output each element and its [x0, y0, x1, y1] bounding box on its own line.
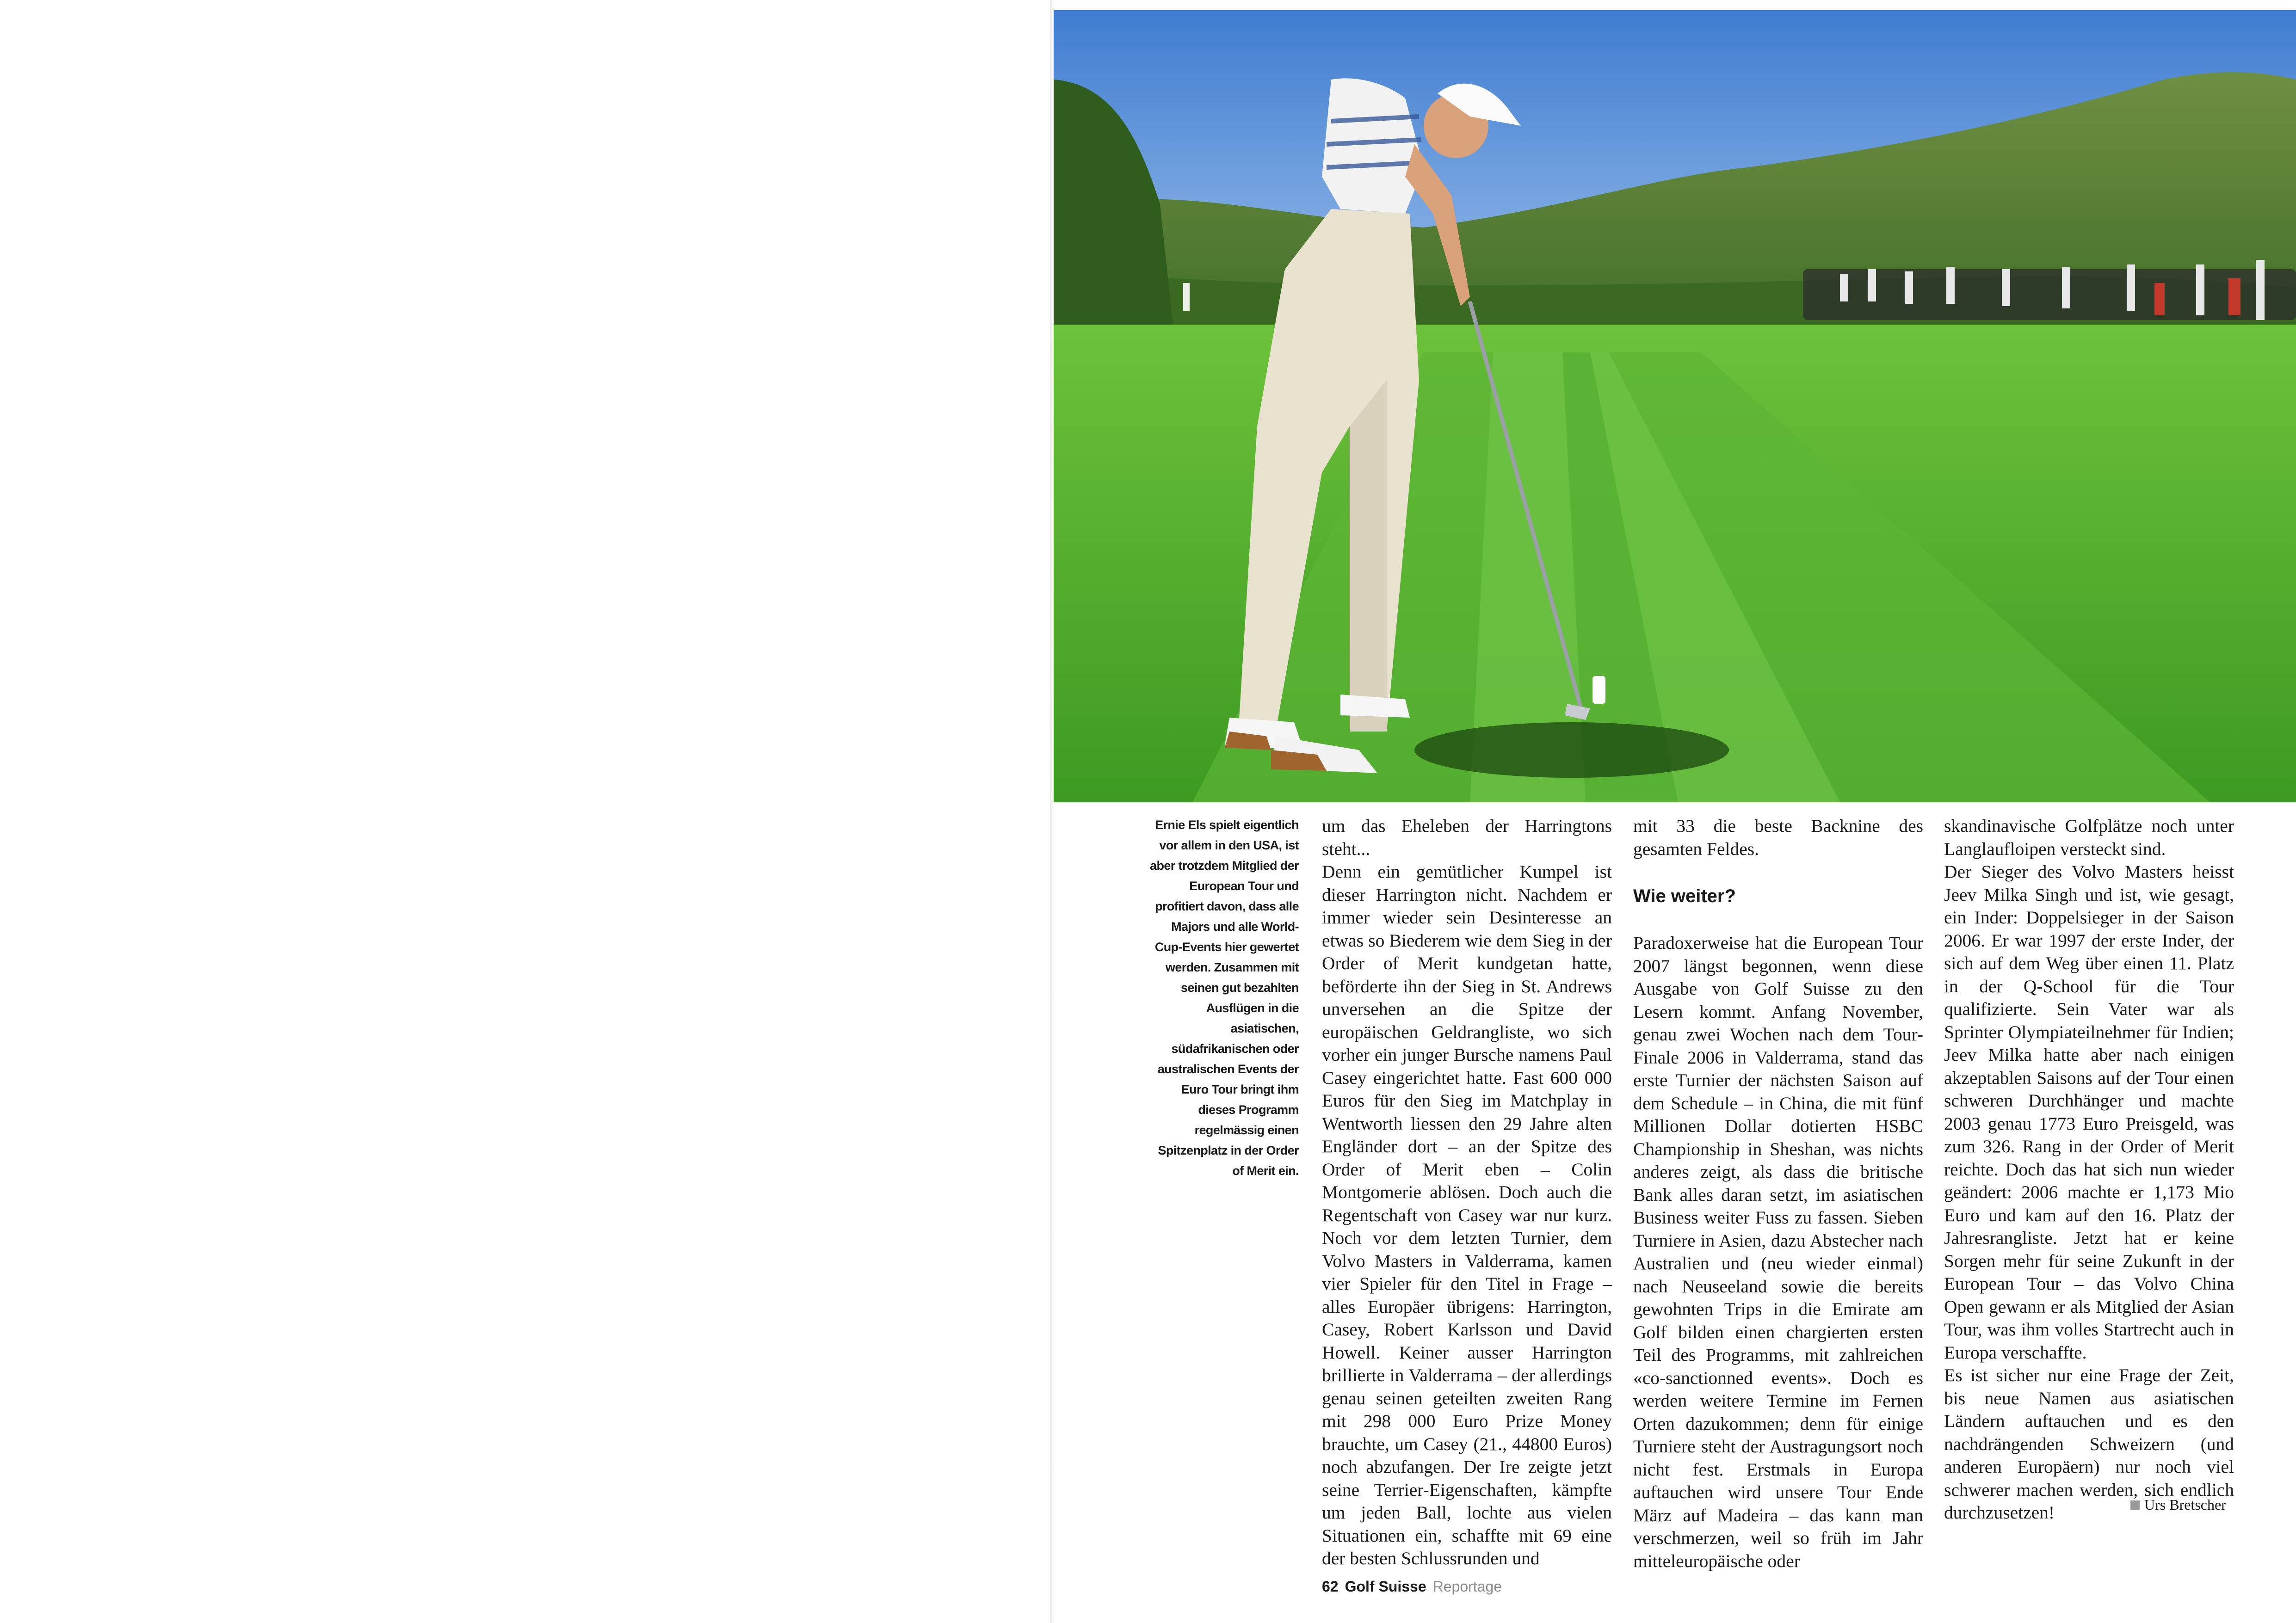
article-column-3	[1633, 815, 1923, 1573]
paragraph: Es ist sicher nur eine Frage der Zeit, bis neue Namen aus asiatischen Ländern auftauchen und es den nachdrängenden Schweizern (und anderen Europäern) nur noch viel schwerer machen werden, sich endlich durchzusetzen!	[1944, 1365, 2234, 1523]
golf-photo	[1054, 10, 2296, 802]
blank-left-page	[0, 0, 1050, 1623]
page-footer	[1322, 1578, 1502, 1595]
section-subheading: Wie weiter?	[1633, 886, 1736, 906]
paragraph: Denn ein gemütlicher Kumpel ist dieser Harrington nicht. Nachdem er immer wieder sein Desinteresse an etwas so Biederem wie dem Sieg in der Order of Merit kundgetan hatte, beförderte ihn der Sieg in St. Andrews unversehen an die Spitze der europäischen Geldrangliste, wo sich vorher ein junger Bursche namens Paul Casey eingerichtet hatte. Fast 600 000 Euros für den Sieg im Matchplay in Wentworth liessen den 29 Jahre alten Engländer dort – an der Spitze des Order of Merit eben – Colin Montgomerie ablösen. Doch auch die Regentschaft von Casey war nur kurz. Noch vor dem letzten Turnier, dem Volvo Masters in Valderrama, kamen vier Spieler für den Titel in Frage – alles Europäer übrigens: Harrington, Casey, Robert Karlsson und David Howell. Keiner ausser Harrington brillierte in Valderrama – der allerdings genau seinen geteilten zweiten Rang mit 298 000 Euro Prize Money brauchte, um Casey (21., 44800 Euros) noch abzufangen. Der Ire zeigte jetzt seine Terrier-Eigenschaften, kämpfte um jeden Ball, lochte aus vielen Situationen ein, schaffte mit 69 eine der besten Schlussrunden und	[1322, 861, 1612, 1568]
paragraph: mit 33 die beste Backnine des gesamten Feldes.	[1633, 816, 1923, 859]
caption-text: Ernie Els spielt eigentlich vor allem in den USA, ist aber trotzdem Mitglied der European Tour und profitiert davon, dass alle Majors und alle World-Cup-Events hier gewertet werden. Zusammen mit seinen gut bezahlten Ausflügen in die asiatischen, südafrikanischen oder australischen Events der Euro Tour bringt ihm dieses Programm regelmässig einen Spitzenplatz in der Order of Merit ein.	[1150, 818, 1299, 1178]
photo-caption	[1147, 815, 1299, 1181]
paragraph: skandinavische Golfplätze noch unter Langlaufloipen versteckt sind.	[1944, 816, 2234, 859]
magazine-name: Golf Suisse	[1345, 1578, 1426, 1595]
section-name: Reportage	[1432, 1578, 1502, 1595]
page-number: 62	[1322, 1578, 1339, 1595]
author-byline	[2130, 1496, 2226, 1513]
square-icon	[2130, 1500, 2140, 1510]
paragraph: um das Eheleben der Harringtons steht...	[1322, 816, 1612, 859]
author-name: Urs Bretscher	[2144, 1496, 2226, 1513]
article-column-2	[1322, 815, 1612, 1570]
article-column-4	[1944, 815, 2234, 1525]
paragraph: Der Sieger des Volvo Masters heisst Jeev Milka Singh und ist, wie gesagt, ein Inder: Doppelsieger in der Saison 2006. Er war 1997 der erste Inder, der sich auf dem Weg über einen 11. Platz in der Q-School für die Tour qualifizierte. Sein Vater war als Sprinter Olympiateilnehmer für Indien; Jeev Milka hatte aber nach einigen akzeptablen Saisons auf der Tour einen schweren Durchhänger und machte 2003 genau 1773 Euro Preisgeld, was zum 326. Rang in der Order of Merit reichte. Doch das hat sich nun wieder geändert: 2006 machte er 1,173 Mio Euro und kam auf den 16. Platz der Jahresrangliste. Jetzt hat er keine Sorgen mehr für seine Zukunft in der European Tour – das Volvo China Open gewann er als Mitglied der Asian Tour, was ihm volles Startrecht auch in Europa verschaffte.	[1944, 861, 2234, 1363]
paragraph: Paradoxerweise hat die European Tour 2007 längst begonnen, wenn diese Ausgabe von Golf Suisse zu den Lesern kommt. Anfang November, genau zwei Wochen nach dem Tour-Finale 2006 in Valderrama, stand das erste Turnier der nächsten Saison auf dem Schedule – in China, die mit fünf Millionen Dollar dotierten HSBC Championship in Sheshan, was nichts anderes zeigt, als dass die britische Bank alles daran setzt, im asiatischen Business weiter Fuss zu fassen. Sieben Turniere in Asien, dazu Abstecher nach Australien und (neu wieder einmal) nach Neuseeland sowie die bereits gewohnten Trips in die Emirate am Golf bilden einen chargierten ersten Teil des Programms, mit zahlreichen «co-sanctionned events». Doch es werden weitere Termine im Fernen Orten dazukommen; denn für einige Turniere steht der Austragungsort noch nicht fest. Erstmals in Europa auftauchen wird unsere Tour Ende März auf Madeira – das kann man verschmerzen, weil so früh im Jahr mitteleuropäische oder	[1633, 933, 1923, 1571]
